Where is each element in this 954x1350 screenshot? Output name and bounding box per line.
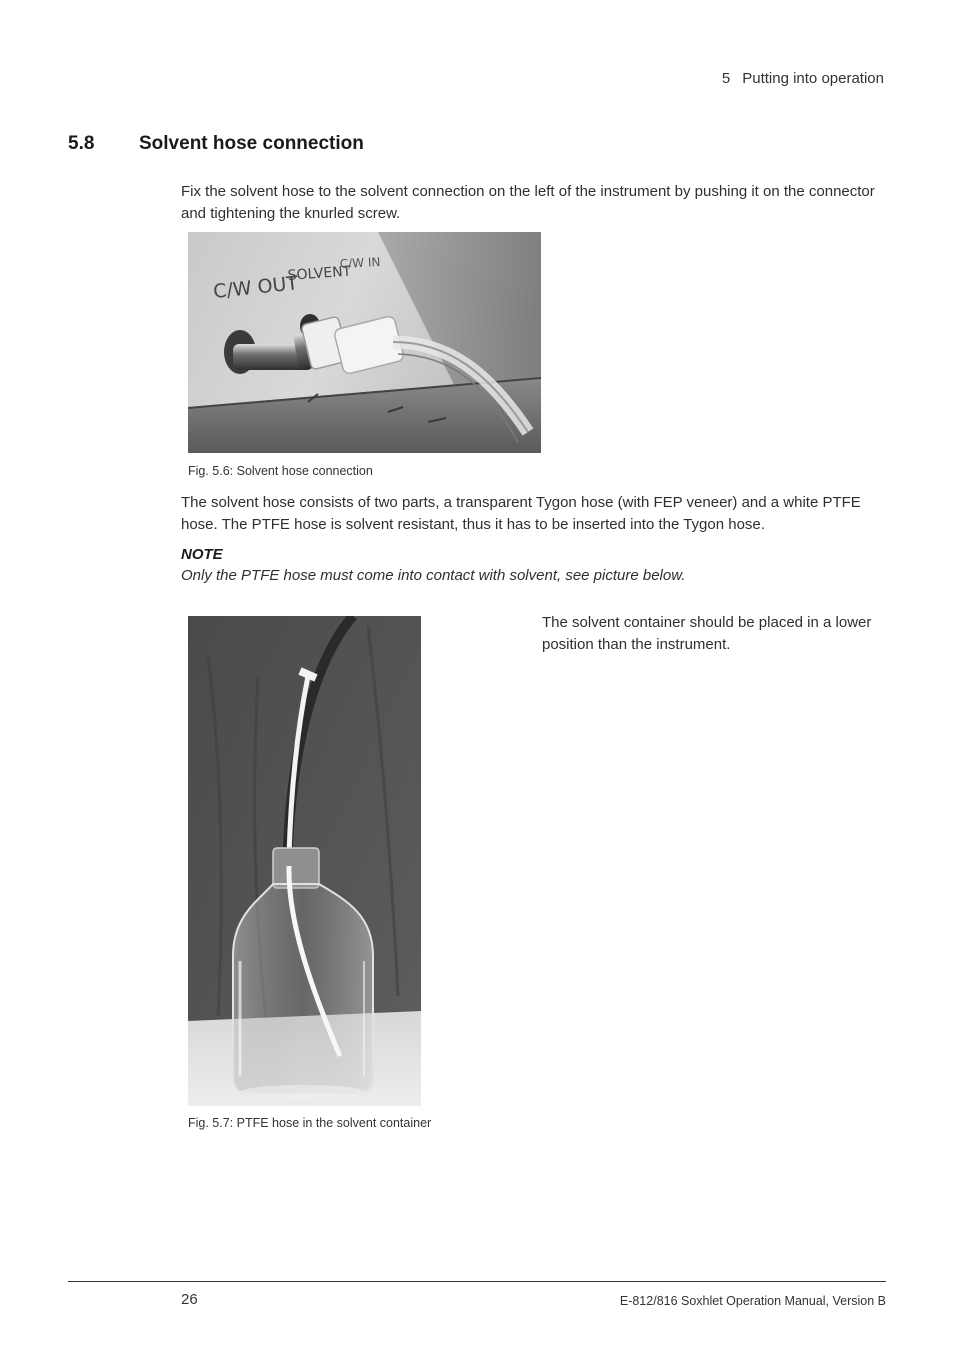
chapter-title: Putting into operation: [742, 70, 884, 87]
panel-label-cw-out: C/W OUT: [212, 272, 300, 303]
figure-caption-5-6: Fig. 5.6: Solvent hose connection: [188, 464, 373, 478]
running-header: [714, 53, 884, 87]
figure-caption-5-7: Fig. 5.7: PTFE hose in the solvent container: [188, 1116, 432, 1130]
manual-title: E-812/816 Soxhlet Operation Manual, Version B: [619, 1294, 886, 1308]
panel-label-solvent: SOLVENT: [287, 263, 352, 284]
container-position-note: The solvent container should be placed in a lower position than the instrument.: [542, 614, 872, 653]
section-title: Solvent hose connection: [139, 133, 364, 154]
intro-paragraph: Fix the solvent hose to the solvent connection on the left of the instrument by pushing it on the connector and tightening the knurled screw.: [181, 183, 875, 222]
section-number: 5.8: [68, 133, 95, 154]
footer-divider: [68, 1281, 886, 1282]
panel-label-cw-in: C/W IN: [339, 254, 381, 271]
figure-solvent-connection-photo: [188, 232, 541, 453]
note-title: NOTE: [181, 546, 223, 563]
chapter-number: 5: [721, 70, 731, 87]
note-text: Only the PTFE hose must come into contact with solvent, see picture below.: [181, 567, 686, 584]
hose-description-paragraph: The solvent hose consists of two parts, a transparent Tygon hose (with FEP veneer) and a white PTFE hose. The PTFE hose is solvent resistant, thus it has to be inserted into the Tygon hose.: [181, 494, 861, 533]
page-number: 26: [181, 1291, 198, 1308]
figure-ptfe-container-photo: [188, 616, 421, 1106]
